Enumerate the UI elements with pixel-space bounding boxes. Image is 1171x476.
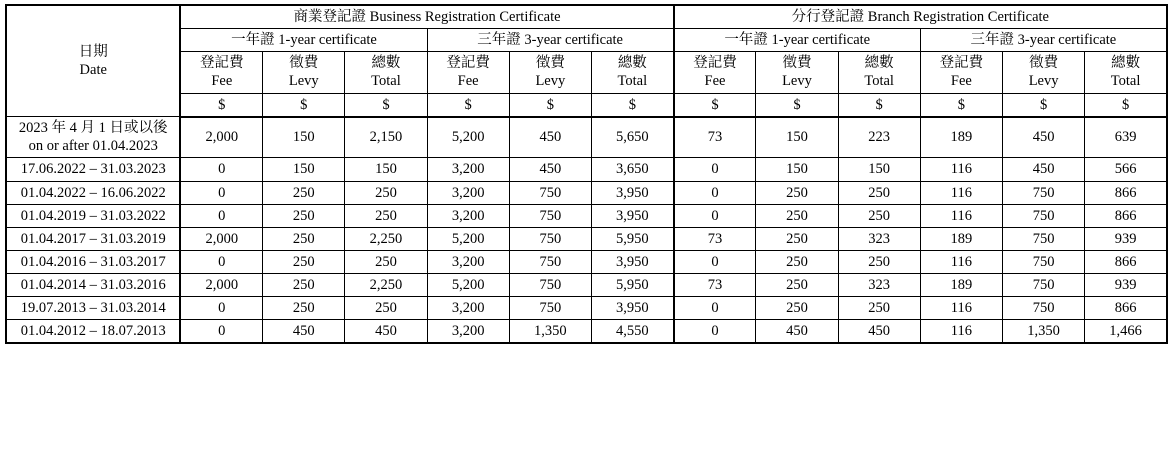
cell-branch-1y-levy: 150	[756, 158, 838, 181]
cell-business-1y-fee: 2,000	[180, 227, 262, 250]
cell-business-1y-total: 2,250	[345, 274, 427, 297]
table-header	[6, 5, 1167, 117]
cell-branch-3y-levy: 450	[1002, 158, 1084, 181]
cell-branch-3y-levy: 1,350	[1002, 320, 1084, 344]
cell-business-3y-total: 5,650	[591, 117, 673, 158]
cell-branch-1y-total: 250	[838, 250, 920, 273]
cell-branch-1y-levy: 150	[756, 117, 838, 158]
row-date: 01.04.2014 – 31.03.2016	[6, 274, 180, 297]
subgroup-business-1year: 一年證 1-year certificate	[180, 29, 427, 52]
cell-business-3y-levy: 750	[509, 204, 591, 227]
cell-branch-1y-fee: 73	[674, 227, 756, 250]
currency-symbol: $	[263, 93, 345, 117]
cell-branch-1y-total: 323	[838, 227, 920, 250]
cell-business-1y-levy: 250	[263, 274, 345, 297]
cell-business-1y-levy: 450	[263, 320, 345, 344]
cell-branch-1y-levy: 250	[756, 274, 838, 297]
cell-business-3y-total: 5,950	[591, 227, 673, 250]
cell-business-1y-levy: 250	[263, 181, 345, 204]
cell-branch-3y-total: 866	[1085, 250, 1167, 273]
cell-business-3y-total: 3,950	[591, 297, 673, 320]
cell-branch-3y-levy: 750	[1002, 204, 1084, 227]
currency-symbol: $	[1085, 93, 1167, 117]
table-row	[6, 204, 1167, 227]
row-date: 17.06.2022 – 31.03.2023	[6, 158, 180, 181]
row-date: 01.04.2012 – 18.07.2013	[6, 320, 180, 344]
cell-branch-1y-levy: 250	[756, 204, 838, 227]
column-header-levy-chinese: 徵費	[1029, 55, 1059, 72]
cell-business-3y-fee: 3,200	[427, 204, 509, 227]
table-row	[6, 320, 1167, 344]
cell-branch-3y-levy: 450	[1002, 117, 1084, 158]
cell-business-1y-levy: 150	[263, 117, 345, 158]
row-date-chinese: 2023 年 4 月 1 日或以後	[18, 120, 168, 137]
cell-branch-1y-total: 450	[838, 320, 920, 344]
date-column-header	[6, 5, 180, 117]
currency-symbol: $	[180, 93, 262, 117]
cell-branch-1y-fee: 73	[674, 274, 756, 297]
cell-branch-3y-total: 939	[1085, 274, 1167, 297]
column-header-total-english: Total	[1110, 73, 1141, 90]
cell-business-1y-total: 250	[345, 204, 427, 227]
header-row-groups	[6, 5, 1167, 29]
table-row	[6, 117, 1167, 158]
row-date: 01.04.2019 – 31.03.2022	[6, 204, 180, 227]
cell-branch-3y-total: 866	[1085, 204, 1167, 227]
cell-branch-1y-fee: 0	[674, 158, 756, 181]
group-header-branch: 分行登記證 Branch Registration Certificate	[674, 5, 1167, 29]
cell-branch-3y-total: 866	[1085, 181, 1167, 204]
table-row	[6, 227, 1167, 250]
cell-business-1y-fee: 0	[180, 297, 262, 320]
cell-branch-1y-total: 150	[838, 158, 920, 181]
cell-branch-1y-levy: 250	[756, 297, 838, 320]
column-header-fee	[427, 52, 509, 93]
currency-symbol: $	[838, 93, 920, 117]
cell-branch-3y-levy: 750	[1002, 250, 1084, 273]
column-header-fee-english: Fee	[457, 73, 479, 90]
cell-business-3y-total: 5,950	[591, 274, 673, 297]
group-header-business: 商業登記證 Business Registration Certificate	[180, 5, 673, 29]
cell-branch-3y-levy: 750	[1002, 297, 1084, 320]
cell-business-3y-levy: 750	[509, 181, 591, 204]
cell-branch-1y-fee: 0	[674, 297, 756, 320]
cell-business-1y-total: 250	[345, 181, 427, 204]
cell-business-3y-levy: 450	[509, 117, 591, 158]
date-header-english: Date	[79, 62, 107, 79]
cell-business-3y-fee: 3,200	[427, 181, 509, 204]
column-header-fee-chinese: 登記費	[200, 55, 244, 72]
cell-branch-3y-total: 639	[1085, 117, 1167, 158]
column-header-fee-english: Fee	[704, 73, 726, 90]
cell-business-3y-levy: 750	[509, 250, 591, 273]
cell-branch-1y-levy: 250	[756, 250, 838, 273]
column-header-levy-chinese: 徵費	[535, 55, 565, 72]
column-header-levy-english: Levy	[288, 73, 319, 90]
cell-branch-3y-fee: 189	[920, 117, 1002, 158]
column-header-levy-english: Levy	[782, 73, 812, 90]
cell-business-1y-fee: 0	[180, 320, 262, 344]
column-header-total-english: Total	[617, 73, 648, 90]
cell-branch-1y-total: 323	[838, 274, 920, 297]
row-date: 19.07.2013 – 31.03.2014	[6, 297, 180, 320]
column-header-total-chinese: 總數	[371, 55, 401, 72]
cell-business-3y-levy: 1,350	[509, 320, 591, 344]
column-header-fee-chinese: 登記費	[446, 55, 490, 72]
currency-symbol: $	[427, 93, 509, 117]
header-row-currency	[6, 93, 1167, 117]
currency-symbol: $	[674, 93, 756, 117]
cell-branch-3y-levy: 750	[1002, 181, 1084, 204]
column-header-levy	[509, 52, 591, 93]
table-row	[6, 158, 1167, 181]
cell-business-1y-total: 250	[345, 297, 427, 320]
cell-branch-3y-total: 866	[1085, 297, 1167, 320]
cell-branch-3y-fee: 116	[920, 181, 1002, 204]
cell-branch-3y-levy: 750	[1002, 227, 1084, 250]
table-row	[6, 181, 1167, 204]
column-header-levy-english: Levy	[1028, 73, 1059, 90]
cell-business-3y-fee: 3,200	[427, 250, 509, 273]
cell-business-3y-total: 3,950	[591, 204, 673, 227]
cell-branch-1y-total: 250	[838, 181, 920, 204]
cell-business-3y-levy: 750	[509, 227, 591, 250]
table-row	[6, 274, 1167, 297]
cell-branch-1y-fee: 0	[674, 320, 756, 344]
row-date: 01.04.2022 – 16.06.2022	[6, 181, 180, 204]
header-row-subgroups	[6, 29, 1167, 52]
cell-branch-1y-fee: 0	[674, 250, 756, 273]
cell-branch-3y-fee: 116	[920, 297, 1002, 320]
row-date: 01.04.2016 – 31.03.2017	[6, 250, 180, 273]
cell-branch-1y-total: 223	[838, 117, 920, 158]
cell-branch-1y-total: 250	[838, 204, 920, 227]
cell-business-1y-fee: 0	[180, 204, 262, 227]
cell-business-3y-total: 3,950	[591, 181, 673, 204]
cell-branch-3y-fee: 116	[920, 158, 1002, 181]
column-header-total	[1085, 52, 1167, 93]
cell-branch-1y-levy: 250	[756, 227, 838, 250]
column-header-fee	[674, 52, 756, 93]
table-row	[6, 297, 1167, 320]
column-header-levy-english: Levy	[535, 73, 566, 90]
cell-business-3y-levy: 750	[509, 274, 591, 297]
cell-business-1y-total: 2,250	[345, 227, 427, 250]
cell-business-3y-fee: 5,200	[427, 274, 509, 297]
column-header-total	[591, 52, 673, 93]
cell-business-1y-total: 150	[345, 158, 427, 181]
cell-branch-3y-fee: 189	[920, 274, 1002, 297]
table-row	[6, 250, 1167, 273]
cell-business-1y-levy: 250	[263, 227, 345, 250]
table-body	[6, 117, 1167, 344]
row-date	[6, 117, 180, 158]
cell-business-3y-fee: 5,200	[427, 117, 509, 158]
column-header-fee	[180, 52, 262, 93]
cell-branch-1y-levy: 450	[756, 320, 838, 344]
cell-business-3y-total: 3,650	[591, 158, 673, 181]
column-header-total-english: Total	[371, 73, 401, 90]
cell-business-1y-fee: 0	[180, 250, 262, 273]
cell-branch-3y-fee: 189	[920, 227, 1002, 250]
subgroup-branch-1year: 一年證 1-year certificate	[674, 29, 921, 52]
column-header-total-chinese: 總數	[1111, 55, 1141, 72]
currency-symbol: $	[1002, 93, 1084, 117]
cell-business-1y-levy: 250	[263, 297, 345, 320]
cell-branch-1y-fee: 73	[674, 117, 756, 158]
header-row-columns	[6, 52, 1167, 93]
cell-branch-1y-levy: 250	[756, 181, 838, 204]
cell-business-3y-levy: 450	[509, 158, 591, 181]
cell-business-1y-total: 2,150	[345, 117, 427, 158]
cell-business-1y-levy: 250	[263, 204, 345, 227]
column-header-levy-chinese: 徵費	[782, 55, 812, 72]
column-header-fee-english: Fee	[211, 73, 233, 90]
cell-business-1y-levy: 150	[263, 158, 345, 181]
cell-business-1y-fee: 2,000	[180, 117, 262, 158]
cell-business-1y-fee: 0	[180, 181, 262, 204]
currency-symbol: $	[591, 93, 673, 117]
cell-branch-1y-total: 250	[838, 297, 920, 320]
cell-business-3y-fee: 3,200	[427, 297, 509, 320]
cell-branch-3y-levy: 750	[1002, 274, 1084, 297]
column-header-total	[345, 52, 427, 93]
cell-branch-3y-fee: 116	[920, 250, 1002, 273]
subgroup-branch-3year: 三年證 3-year certificate	[920, 29, 1167, 52]
cell-business-1y-fee: 2,000	[180, 274, 262, 297]
cell-branch-3y-total: 939	[1085, 227, 1167, 250]
cell-business-3y-total: 3,950	[591, 250, 673, 273]
cell-business-3y-fee: 5,200	[427, 227, 509, 250]
cell-business-1y-total: 450	[345, 320, 427, 344]
cell-business-3y-total: 4,550	[591, 320, 673, 344]
business-registration-fee-table	[5, 4, 1168, 344]
cell-branch-3y-total: 566	[1085, 158, 1167, 181]
column-header-total-chinese: 總數	[864, 55, 894, 72]
column-header-total-chinese: 總數	[617, 55, 647, 72]
currency-symbol: $	[345, 93, 427, 117]
cell-branch-1y-fee: 0	[674, 204, 756, 227]
column-header-levy	[756, 52, 838, 93]
cell-branch-3y-fee: 116	[920, 204, 1002, 227]
row-date: 01.04.2017 – 31.03.2019	[6, 227, 180, 250]
column-header-levy-chinese: 徵費	[289, 55, 319, 72]
column-header-fee	[920, 52, 1002, 93]
cell-business-3y-levy: 750	[509, 297, 591, 320]
column-header-total-english: Total	[864, 73, 894, 90]
column-header-fee-chinese: 登記費	[693, 55, 737, 72]
cell-business-1y-total: 250	[345, 250, 427, 273]
cell-business-3y-fee: 3,200	[427, 320, 509, 344]
currency-symbol: $	[509, 93, 591, 117]
cell-business-3y-fee: 3,200	[427, 158, 509, 181]
column-header-levy	[263, 52, 345, 93]
cell-business-1y-levy: 250	[263, 250, 345, 273]
cell-branch-1y-fee: 0	[674, 181, 756, 204]
currency-symbol: $	[920, 93, 1002, 117]
date-header-chinese: 日期	[78, 43, 108, 60]
currency-symbol: $	[756, 93, 838, 117]
subgroup-business-3year: 三年證 3-year certificate	[427, 29, 674, 52]
column-header-fee-chinese: 登記費	[939, 55, 984, 72]
cell-branch-3y-total: 1,466	[1085, 320, 1167, 344]
cell-branch-3y-fee: 116	[920, 320, 1002, 344]
cell-business-1y-fee: 0	[180, 158, 262, 181]
column-header-levy	[1002, 52, 1084, 93]
column-header-total	[838, 52, 920, 93]
column-header-fee-english: Fee	[950, 73, 972, 90]
row-date-english: on or after 01.04.2023	[28, 138, 158, 155]
